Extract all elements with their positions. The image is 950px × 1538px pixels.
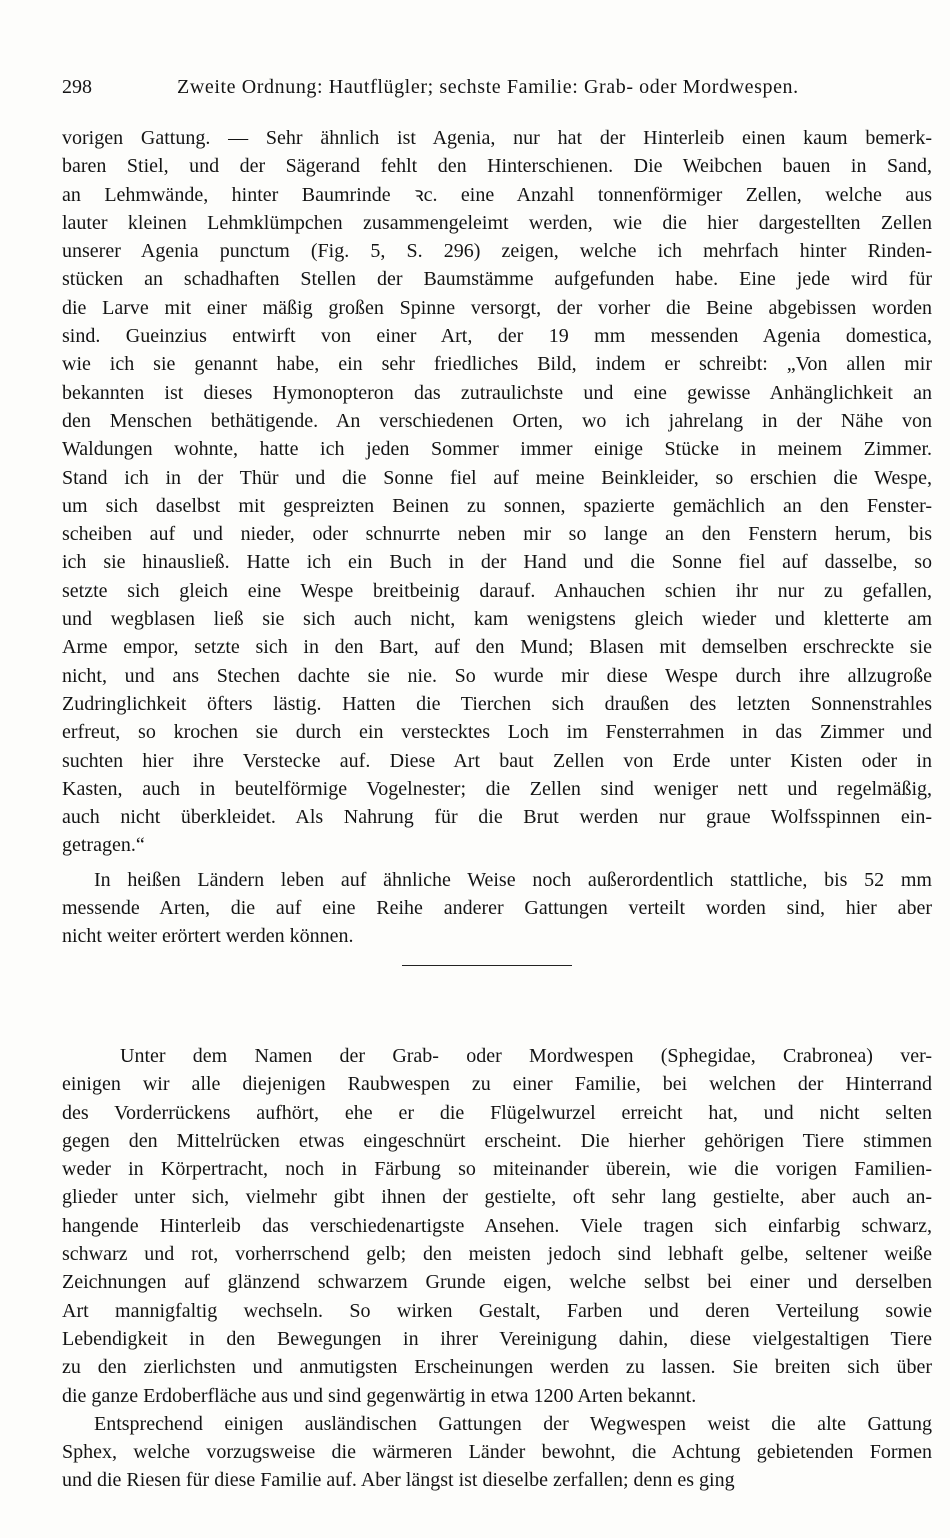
text-line: die ganze Erdoberfläche aus und sind gegenwärtig in etwa 1200 Arten bekannt. <box>62 1384 697 1407</box>
paragraph <box>62 866 932 951</box>
text-line: und die Riesen für diese Familie auf. Aber längst ist dieselbe zerfallen; denn es ging <box>62 1469 735 1492</box>
text-line: Zeichnungen auf glänzend schwarzem Grunde eigen, welche selbst bei einer und derselben <box>62 1271 932 1294</box>
text-line: Entsprechend einigen ausländischen Gattungen der Wegwespen weist die alte Gattung <box>94 1412 932 1435</box>
paragraph <box>62 1410 932 1495</box>
text-line: des Vorderrückens aufhört, ehe er die Flügelwurzel erreicht hat, und nicht selten <box>62 1101 932 1124</box>
text-line: um sich daselbst mit gespreizten Beinen zu sonnen, spazierte gemächlich an den Fenster- <box>62 494 932 517</box>
text-line: lauter kleinen Lehmklümpchen zusammengeleimt werden, wie die hier dargestellten Zellen <box>62 211 932 234</box>
text-line: an Lehmwände, hinter Baumrinde ꝛc. eine Anzahl tonnenförmiger Zellen, welche aus <box>62 183 932 206</box>
text-line: ich sie hinausließ. Hatte ich ein Buch in der Hand und die Sonne fiel auf dasselbe, so <box>62 551 932 574</box>
text-line: nicht weiter erörtert werden können. <box>62 925 354 948</box>
text-line: Kasten, auch in beutelförmige Vogelnester; die Zellen sind weniger nett und regelmäßig, <box>62 777 932 800</box>
text-line: vorigen Gattung. — Sehr ähnlich ist Agenia, nur hat der Hinterleib einen kaum bemerk- <box>62 127 932 149</box>
text-line: suchten hier ihre Verstecke auf. Diese Art baut Zellen von Erde unter Kisten oder in <box>62 749 932 772</box>
text-line: getragen.“ <box>62 834 145 857</box>
section-divider <box>402 965 572 966</box>
paragraph <box>62 124 932 860</box>
text-line: schwarz und rot, vorherrschend gelb; den meisten jedoch sind lebhaft gelbe, seltener weiße <box>62 1243 932 1266</box>
text-line: Sphex, welche vorzugsweise die wärmeren Länder bewohnt, die Achtung gebietenden Formen <box>62 1441 932 1464</box>
text-line: die Larve mit einer mäßig großen Spinne versorgt, der vorher die Beine abgebissen worden <box>62 296 932 319</box>
text-line: scheiben auf und nieder, oder schnurrte neben mir so lange an den Fenstern herum, bis <box>62 523 932 546</box>
page-header <box>62 76 890 106</box>
text-line: Waldungen wohnte, hatte ich jeden Sommer immer einige Stücke in meinem Zimmer. <box>62 438 932 461</box>
page-number: 298 <box>62 76 92 98</box>
text-line: sind. Gueinzius entwirft von einer Art, der 19 mm messenden Agenia domestica, <box>62 325 932 348</box>
text-line: nicht, und ans Stechen dachte sie nie. So wurde mir diese Wespe durch ihre allzugroße <box>62 664 932 687</box>
section-sphegidae-text <box>62 1042 932 1495</box>
text-line: gegen den Mittelrücken etwas eingeschnürt erscheint. Die hierher gehörigen Tiere stimmen <box>62 1129 932 1152</box>
text-line: Unter dem Namen der Grab- oder Mordwespen (Sphegidae, Crabronea) ver- <box>120 1045 932 1067</box>
text-line: Art mannigfaltig wechseln. So wirken Gestalt, Farben und deren Verteilung sowie <box>62 1299 932 1322</box>
text-line: Zudringlichkeit öfters lästig. Hatten die Tierchen sich draußen des letzten Sonnenstrahles <box>62 692 932 715</box>
text-line: hangende Hinterleib das verschiedenartigste Ansehen. Viele tragen sich einfarbig schwarz, <box>62 1214 932 1237</box>
text-line: den Menschen bethätigende. An verschiedenen Orten, wo ich jahrelang in der Nähe von <box>62 409 932 432</box>
text-line: weder in Körpertracht, noch in Färbung so miteinander überein, wie die vorigen Familien- <box>62 1158 932 1181</box>
text-line: Lebendigkeit in den Bewegungen in ihrer Vereinigung dahin, diese vielgestaltigen Tiere <box>62 1327 932 1350</box>
text-line: Arme empor, setzte sich in den Bart, auf den Mund; Blasen mit demselben erschreckte sie <box>62 636 932 659</box>
text-line: zu den zierlichsten und anmutigsten Erscheinungen werden zu lassen. Sie breiten sich über <box>62 1356 932 1379</box>
text-line: baren Stiel, und der Sägerand fehlt den Hinterschienen. Die Weibchen bauen in Sand, <box>62 155 932 178</box>
text-line: In heißen Ländern leben auf ähnliche Weise noch außerordentlich stattliche, bis 52 mm <box>94 868 932 891</box>
text-line: Stand ich in der Thür und die Sonne fiel auf meine Beinkleider, so erschien die Wespe, <box>62 466 932 489</box>
text-line: unserer Agenia punctum (Fig. 5, S. 296) zeigen, welche ich mehrfach hinter Rinden- <box>62 240 932 263</box>
text-line: erfreut, so krochen sie durch ein verstecktes Loch im Fensterrahmen in das Zimmer und <box>62 721 932 744</box>
text-line: stücken an schadhaften Stellen der Baumstämme aufgefunden habe. Eine jede wird für <box>62 268 932 291</box>
section-agenia-text <box>62 124 932 951</box>
text-line: glieder unter sich, vielmehr gibt ihnen der gestielte, oft sehr lang gestielte, aber auch an- <box>62 1186 932 1209</box>
running-title: Zweite Ordnung: Hautflügler; sechste Familie: Grab- oder Mordwespen. <box>177 76 799 98</box>
paragraph <box>62 1042 932 1410</box>
text-line: setzte sich gleich eine Wespe breitbeinig darauf. Anhauchen schien ihr nur zu gefallen, <box>62 579 932 602</box>
text-line: einigen wir alle diejenigen Raubwespen zu einer Familie, bei welchen der Hinterrand <box>62 1073 932 1096</box>
text-line: wie ich sie genannt habe, ein sehr friedliches Bild, indem er schreibt: „Von allen mir <box>62 353 932 376</box>
text-line: messende Arten, die auf eine Reihe anderer Gattungen verteilt worden sind, hier aber <box>62 897 932 920</box>
text-line: und wegblasen ließ sie sich auch nicht, kam wenigstens gleich wieder und kletterte am <box>62 608 932 631</box>
text-line: bekannten ist dieses Hymonopteron das zutraulichste und eine gewisse Anhänglichkeit an <box>62 381 932 404</box>
text-line: auch nicht überkleidet. Als Nahrung für die Brut werden nur graue Wolfsspinnen ein- <box>62 806 932 829</box>
